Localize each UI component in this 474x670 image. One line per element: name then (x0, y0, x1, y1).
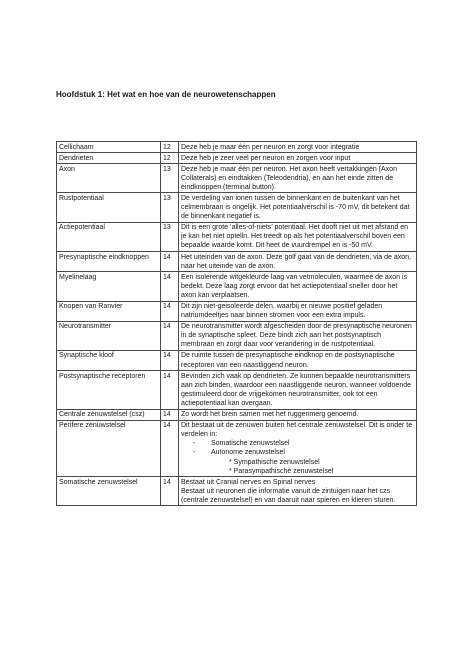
definition-cell: Het uiteinden van de axon. Deze golf gaat van de dendrieten, via de axon, naar het uiteinde van de axon. (179, 252, 417, 272)
definition-extra-text: Bestaat uit neuronen die informatie vanuit de zintuigen naar het czs (centrale zenuwstelsel) en van daaruit naar spieren en klieren sturen. (181, 487, 396, 504)
definition-cell (179, 477, 417, 506)
page-cell: 14 (161, 252, 179, 272)
definition-cell (179, 420, 417, 477)
chapter-heading: Hoofdstuk 1: Het wat en hoe van de neurowetenschappen (56, 90, 276, 99)
page-cell: 12 (161, 142, 179, 153)
page-cell: 14 (161, 371, 179, 409)
definition-text: Bestaat uit Cranial nerves en Spinal nerves (181, 478, 316, 486)
term-cell: Somatische zenuwstelsel (57, 477, 161, 506)
page-cell: 14 (161, 321, 179, 350)
table-row (57, 153, 417, 164)
page-cell: 14 (161, 420, 179, 477)
page-cell: 13 (161, 164, 179, 193)
term-cell: Myelinelaag (57, 272, 161, 301)
table-row (57, 350, 417, 370)
definition-cell: Deze heb je maar één per neuron en zorgt voor integratie (179, 142, 417, 153)
table-row (57, 371, 417, 409)
term-cell: Presynaptische eindknoppen (57, 252, 161, 272)
term-cell: Synaptische kloof (57, 350, 161, 370)
term-cell: Postsynaptische receptoren (57, 371, 161, 409)
table-row (57, 193, 417, 222)
definition-cell: Dit is een grote ‘alles-of-niets’ potentiaal. Het dooft niet uit met afstand en je kan het niet optelln. Het treedt op als het potentiaalverschil boven een bepaalde waarde komt. Dit heet de vuurdrempel en is -50 mV. (179, 222, 417, 251)
table-row (57, 272, 417, 301)
terms-table (56, 141, 417, 506)
term-cell: Centrale zenuwstelsel (csz) (57, 409, 161, 420)
table-row (57, 409, 417, 420)
table-row (57, 477, 417, 506)
sub-sub-list-item: * Parasympathische zenuwstelsel (229, 467, 334, 475)
table-row (57, 252, 417, 272)
page-cell: 12 (161, 153, 179, 164)
definition-cell: Een isolerende witgekleurde laag van vetmoleculen, waarmee de axon is bedekt. Deze laag zorgt ervoor dat het actiepotentiaal sneller door het axon kan verplaatsen. (179, 272, 417, 301)
definition-cell: Bevinden zich vaak op dendrieten. Ze kunnen bepaalde neurotransmitters aan zich binden, waardoor een naastliggende neuron, wanneer voldoende gestimuleerd door de vrijgekomen neurotransmitter, ook tot een actiepotentiaal kan overgaan. (179, 371, 417, 409)
term-cell: Cellichaam (57, 142, 161, 153)
term-cell: Perifere zenuwstelsel (57, 420, 161, 477)
sub-list-item: - Somatische zenuwstelsel (181, 439, 414, 448)
definition-cell: De neurotransmitter wordt afgescheiden door de presynaptische neuronen in de synaptische spleet. Deze bindt zich aan het postsynaptisch membraan en zorgt daar voor verandering in de rustpotentiaal. (179, 321, 417, 350)
sub-list-item: - Autonome zenuwstelsel (181, 448, 414, 457)
term-cell: Actiepotentiaal (57, 222, 161, 251)
table-row (57, 301, 417, 321)
page-cell: 14 (161, 301, 179, 321)
page-cell: 14 (161, 272, 179, 301)
table-row (57, 222, 417, 251)
definition-cell: Dit zijn niet-geisoleerde delen, waarbij er nieuwe positief geladen natriumdeeltjes naar binnen stromen voor een extra impuls. (179, 301, 417, 321)
page-cell: 14 (161, 350, 179, 370)
table-row (57, 142, 417, 153)
term-cell: Knopen van Ranvier (57, 301, 161, 321)
term-cell: Neurotransmitter (57, 321, 161, 350)
page-cell: 14 (161, 409, 179, 420)
definition-cell: De verdeling van ionen tussen de binnenkant en de buitenkant van het celmembraan is ongelijk. Het potentiaalverschil is -70 mV, dit betekent dat de binnenkant negatief is. (179, 193, 417, 222)
definition-cell: Deze heb je zeer veel per neuron en zorgen voor input (179, 153, 417, 164)
definition-cell: Zo wordt het brein samen met het ruggenmerg genoemd. (179, 409, 417, 420)
page-cell: 13 (161, 193, 179, 222)
definition-text: Dit bestaat uit de zenuwen buiten het centrale zenuwstelsel. Dit is onder te verdelen in: (181, 422, 413, 439)
definition-cell: De ruimte tussen de presynaptische eindknop en de postsynaptische receptoren van een naastliggend neuron. (179, 350, 417, 370)
page-cell: 13 (161, 222, 179, 251)
table-row (57, 420, 417, 477)
term-cell: Rustpotentiaal (57, 193, 161, 222)
page-cell: 14 (161, 477, 179, 506)
definition-cell: Deze heb je maar één per neuron. Het axon heeft vertakkingen (Axon Collaterals) en eindtakken (Teleodendria), en aan het einde zitten de eindknoppen (terminal button). (179, 164, 417, 193)
table-row (57, 164, 417, 193)
table-row (57, 321, 417, 350)
term-cell: Dendrieten (57, 153, 161, 164)
sub-sub-list-item: * Sympathische zenuwstelsel (229, 458, 320, 466)
term-cell: Axon (57, 164, 161, 193)
